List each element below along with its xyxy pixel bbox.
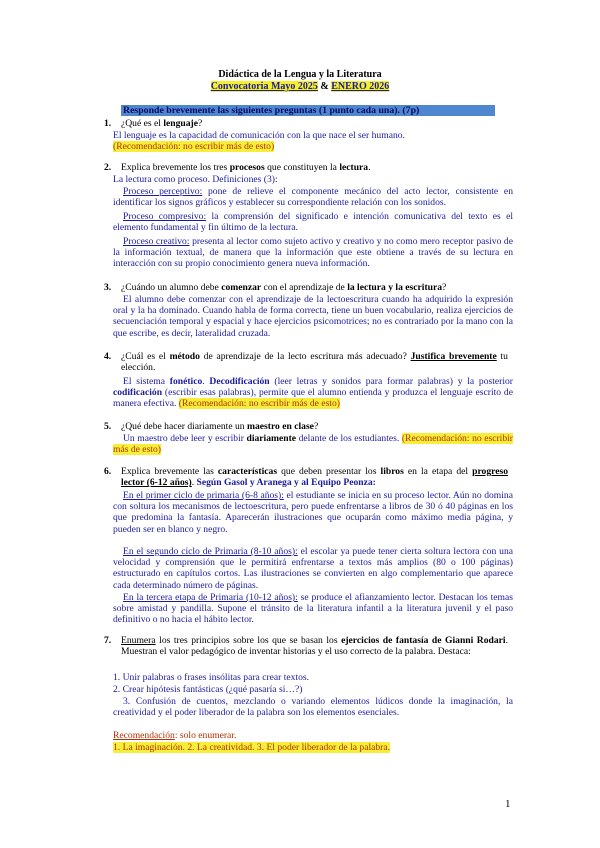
- cycle-label: En el segundo ciclo de Primaria (8-10 años):: [123, 546, 298, 557]
- question-text: Explica brevemente las: [121, 466, 218, 477]
- question-keyword: lenguaje: [163, 118, 199, 129]
- question-text: ?: [313, 421, 319, 432]
- recommendation-1: [113, 141, 513, 152]
- question-number: 6.: [104, 466, 112, 477]
- question-text: tu elección.: [121, 351, 508, 374]
- answer-2-comprehensive: [113, 211, 513, 233]
- question-keyword: Justifica brevemente: [410, 351, 497, 362]
- question-number: 2.: [104, 162, 112, 173]
- question-text: ¿Qué es el: [121, 118, 164, 129]
- answer-1: El lenguaje es la capacidad de comunicación con la que nace el ser humano.: [113, 130, 405, 141]
- question-keyword: ejercicios de fantasía de Gianni Rodari: [341, 635, 506, 646]
- question-5: [104, 421, 508, 432]
- answer-2-perceptive: [113, 186, 513, 208]
- process-label: Proceso perceptivo:: [123, 186, 203, 197]
- answer-text: Un maestro debe leer y escribir: [123, 433, 247, 444]
- cycle-text: se produce el afianzamiento lector. Destacan los temas sobre amistad y pandilla. Supone el tránsito de la literatura infantil a la literatura juvenil y el paso definitivo o no hacia el hábito lector.: [113, 592, 513, 626]
- session-prefix: Convocatoria Mayo 2025: [210, 81, 318, 92]
- answer-text: .: [202, 376, 210, 387]
- cycle-text: el estudiante se inicia en su proceso lector. Aún no domina con soltura los mecanismos de lectoescritura, pero puede enfrentarse a libros de 30 ó 40 páginas en los que predomina la fantasía. Aparecerán ilustraciones que ocuparán como máximo media página, y pueden ser en blanco y negro.: [113, 490, 513, 535]
- answer-text: (leer letras y sonidos para formar palabras) y la posterior: [269, 376, 513, 387]
- question-text: ?: [198, 118, 203, 129]
- question-keyword: comenzar: [221, 282, 262, 293]
- answer-keyword: Decodificación: [209, 376, 270, 387]
- question-6: [104, 466, 508, 489]
- question-text: en la etapa del: [403, 466, 473, 477]
- answer-6-cycle-2: [113, 546, 513, 591]
- question-text: . Muestran el valor pedagógico de inventar historias y el uso correcto de la palabra. Destaca:: [121, 635, 508, 658]
- question-keyword: maestro en clase: [246, 421, 314, 432]
- question-text: ¿Cuándo un alumno debe: [121, 282, 222, 293]
- document-session: [0, 81, 600, 92]
- answer-4: [113, 376, 513, 410]
- answer-keyword: diariamente: [246, 433, 297, 444]
- question-text: ¿Cuál es el: [121, 351, 170, 362]
- answer-text: delante de los estudiantes.: [296, 433, 402, 444]
- recommendation-7: [113, 730, 513, 741]
- question-4: [104, 351, 508, 374]
- answer-text: El sistema: [123, 376, 170, 387]
- process-text: la comprensión del significado e intención comunicativa del texto es el elemento fundamental y fin último de la lectura.: [113, 211, 513, 234]
- question-number: 3.: [104, 282, 112, 293]
- recommendation-note: (Recomendación: no escribir más de esto): [178, 398, 340, 410]
- document-title: Didáctica de la Lengua y la Literatura: [218, 69, 382, 80]
- cycle-text: el escolar ya puede tener cierta soltura lectora con una velocidad y comprensión que le permitirá enfrentarse a textos más amplios (80 o 100 páginas) estructurado en capítulos cortos. Las ilustraciones se convierten en algo complementario que aparece cada determinado número de páginas.: [113, 546, 514, 591]
- answer-5: [113, 433, 513, 455]
- question-text: que deben presentar los: [277, 466, 381, 477]
- question-7: [104, 635, 508, 658]
- question-text: ¿Qué debe hacer diariamente un: [121, 421, 247, 432]
- page-number: 1: [505, 798, 511, 810]
- question-1: [104, 118, 508, 129]
- question-keyword: lectura: [339, 162, 369, 173]
- question-text: de aprendizaje de la lecto escritura más adecuado?: [199, 351, 411, 362]
- recommendation-note: (Recomendación: no escribir más de esto): [113, 433, 513, 456]
- process-label: Proceso compresivo:: [123, 211, 207, 222]
- question-keyword: método: [169, 351, 200, 362]
- question-number: 5.: [104, 421, 112, 432]
- question-keyword: procesos: [229, 162, 265, 173]
- question-3: [104, 282, 508, 293]
- answer-keyword: fonético: [169, 376, 203, 387]
- question-text: Explica brevemente los tres: [121, 162, 230, 173]
- question-keyword: progreso lector (6-12 años): [121, 466, 509, 489]
- answer-text: El alumno debe comenzar con el aprendizaje de la lectoescritura cuando ha adquirido la expresión oral y la ha dominado. Cuando habla de forma correcta, tiene un buen vocabulario, realiza ejercicios de secuenciación temporal y espacial y hace ejercicios psicomotrices; no es contrariado por la mano con la que escribe, es decir, lateralidad cruzada.: [113, 294, 513, 339]
- session-suffix: ENERO 2026: [331, 81, 390, 92]
- cycle-label: En la tercera etapa de Primaria (10-12 años):: [123, 592, 298, 603]
- recommendation-label: Recomendación: [113, 730, 175, 741]
- recommendation-text: : solo enumerar.: [174, 730, 237, 741]
- question-keyword: libros: [380, 466, 404, 477]
- answer-text: 3. Confusión de cuentos, mezclando o variando elementos lúdicos donde la imaginación, la creatividad y el poder liberador de la palabra son los elementos esenciales.: [113, 696, 513, 719]
- answer-7-item-3: [113, 696, 513, 718]
- question-keyword: la lectura y la escritura: [347, 282, 443, 293]
- recommendation-note: 1. La imaginación. 2. La creatividad. 3. El poder liberador de la palabra.: [113, 742, 391, 753]
- instructions: Responde brevemente las siguientes preguntas (1 punto cada una). (7p): [121, 105, 495, 116]
- process-text: pone de relieve el componente mecánico del acto lector, consistente en identificar los signos gráficos y establecer su correspondiente relación con los sonidos.: [113, 186, 513, 209]
- question-text: .: [191, 477, 197, 489]
- answer-keyword: codificación: [113, 387, 163, 399]
- answer-7-item-1: 1. Unir palabras o frases insólitas para crear textos.: [113, 672, 310, 683]
- question-text: ?: [442, 282, 447, 293]
- process-text: presenta al lector como sujeto activo y creativo y no como mero receptor pasivo de la información textual, de manera que la información que este obtiene a través de su lectura en interacción con su propio conocimiento genera nueva información.: [113, 236, 513, 270]
- question-number: 4.: [104, 351, 112, 362]
- recommendation-note: (Recomendación: no escribir más de esto): [113, 141, 275, 152]
- question-2: [104, 162, 508, 173]
- answer-3: [113, 294, 513, 339]
- answer-6-cycle-1: [113, 490, 513, 535]
- process-label: Proceso creativo:: [123, 236, 190, 247]
- question-keyword: Enumera: [121, 635, 156, 646]
- answer-2-intro: La lectura como proceso. Definiciones (3):: [113, 174, 278, 185]
- recommendation-7-answer: [113, 742, 513, 753]
- cycle-label: En el primer ciclo de primaria (6-8 años):: [123, 490, 284, 501]
- question-keyword: características: [217, 466, 278, 477]
- answer-6-cycle-3: [113, 592, 513, 626]
- question-text: con el aprendizaje de: [261, 282, 348, 293]
- question-number: 1.: [104, 118, 112, 129]
- answer-2-creative: [113, 236, 513, 270]
- question-authors: Según Gasol y Aranega y al Equipo Peonza:: [196, 477, 376, 489]
- question-text: que constituyen la: [264, 162, 340, 173]
- question-text: .: [368, 162, 371, 173]
- answer-7-item-2: 2. Crear hipótesis fantásticas (¿qué pasaría si…?): [113, 684, 303, 695]
- answer-text: (escribir esas palabras), permite que el alumno entienda y produzca el lenguaje escrito de manera efectiva.: [113, 387, 513, 410]
- session-separator: &: [317, 81, 332, 92]
- question-number: 7.: [104, 635, 112, 646]
- question-text: los tres principios sobre los que se basan los: [155, 635, 342, 646]
